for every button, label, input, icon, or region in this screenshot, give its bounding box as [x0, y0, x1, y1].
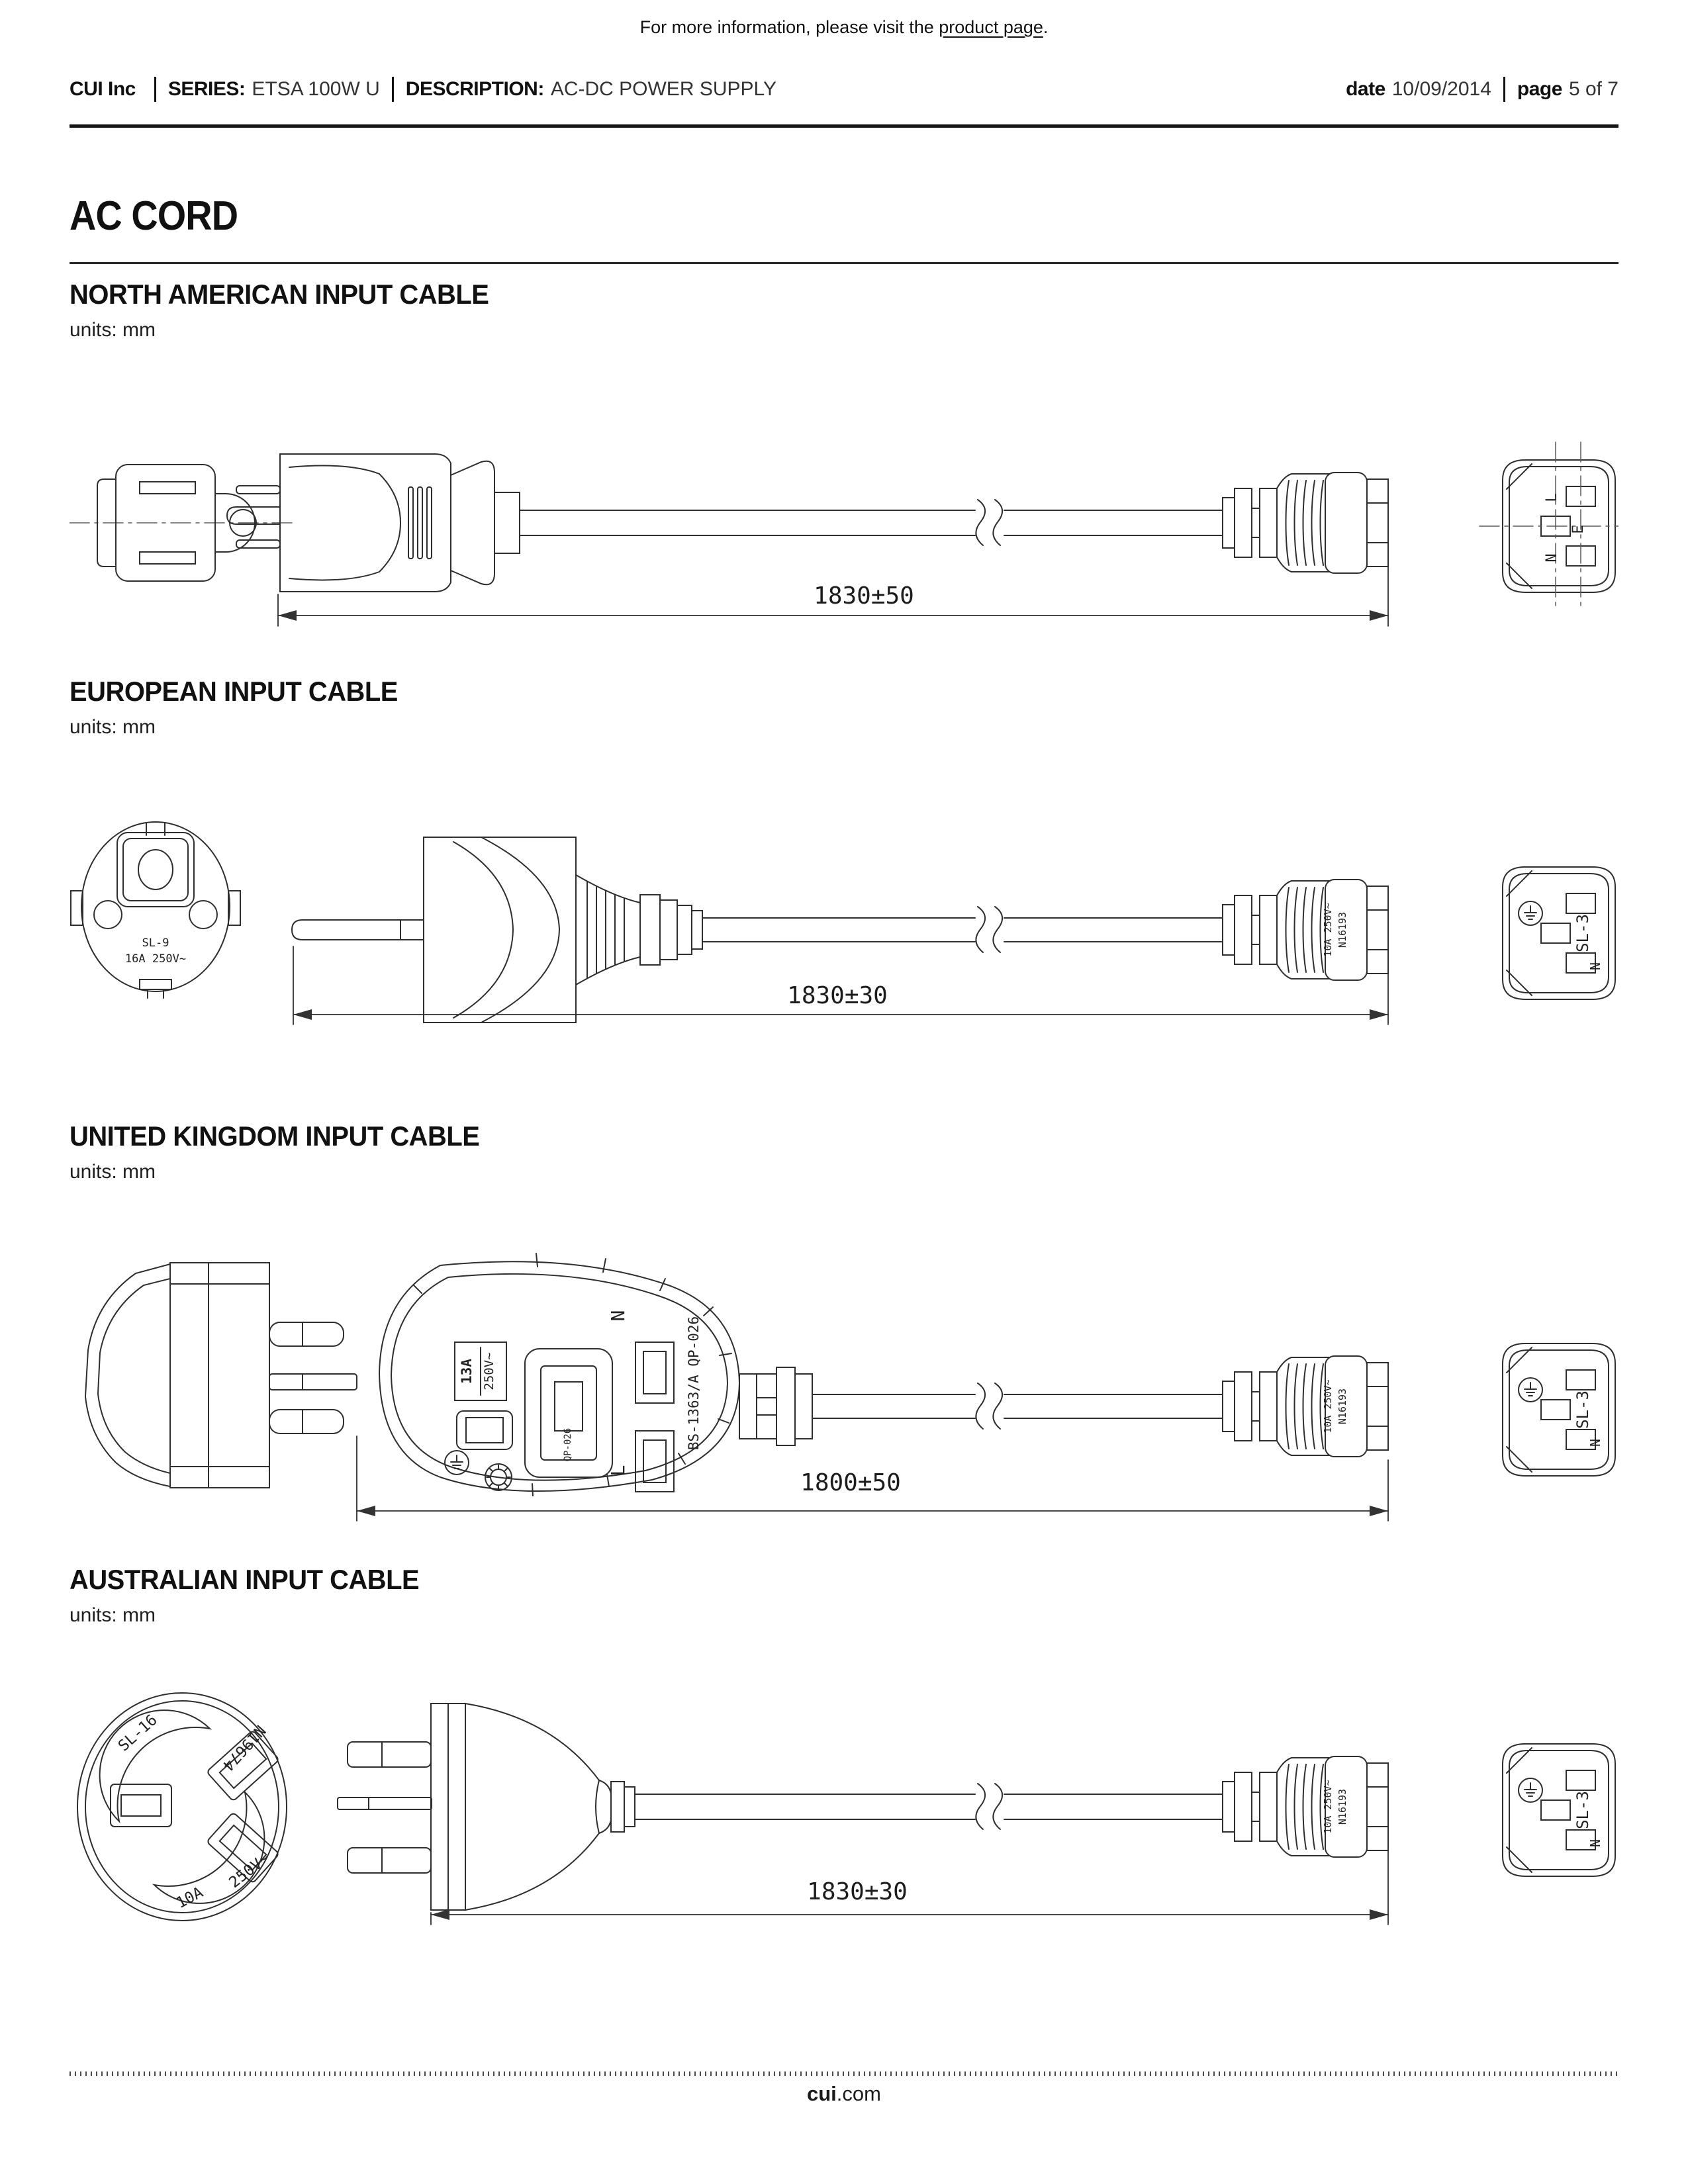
dimension-value: 1830±50 [814, 582, 914, 610]
footer-site-bold: cui [807, 2082, 837, 2105]
info-prefix: For more information, please visit the [639, 17, 939, 37]
connector-rating-marking: 10A 250V~ [1322, 1379, 1334, 1433]
c13-connector-face [1479, 442, 1618, 610]
plug-fuse-model: QP-026 [563, 1428, 573, 1462]
brand: CUI Inc [70, 78, 136, 100]
connector-rating-marking: 10A 250V~ [1322, 1780, 1334, 1834]
cable [635, 1784, 1223, 1829]
as3112-plug-side-view [338, 1704, 635, 1910]
c13-connector-side [1223, 880, 1388, 980]
plug-rating-marking: 16A 250V~ [124, 952, 187, 966]
masthead-right [1346, 77, 1618, 102]
c13-connector-side [1223, 1356, 1388, 1457]
divider-bar [392, 77, 394, 102]
page-number: 5 of 7 [1568, 78, 1618, 100]
cable [702, 907, 1223, 952]
connector-approval-marking: N16193 [1336, 1388, 1348, 1425]
dimension [293, 946, 1388, 1024]
product-page-link[interactable]: product page [939, 17, 1043, 37]
page-label: page [1517, 78, 1562, 100]
masthead [70, 77, 1618, 102]
nema-plug-end-view [70, 465, 295, 581]
section-heading-north-american: NORTH AMERICAN INPUT CABLE [70, 279, 489, 310]
info-suffix: . [1043, 17, 1049, 37]
plug-voltage: 250V~ [482, 1352, 496, 1390]
diagram-united-kingdom-cable [70, 1244, 1618, 1522]
c13-connector-face [1503, 867, 1615, 999]
connector-face-model: SL-3 [1573, 914, 1592, 952]
header-rule [70, 124, 1618, 128]
diagram-australian-cable [70, 1681, 1618, 1933]
c13-connector-face [1503, 1744, 1615, 1876]
info-line [0, 17, 1688, 38]
c13-connector-side [1223, 1756, 1388, 1857]
divider-bar [154, 77, 156, 102]
connector-face-model: SL-3 [1573, 1390, 1592, 1429]
schuko-plug-end-view [71, 822, 240, 998]
plug-line-label: L [607, 1465, 629, 1477]
plug-standard-marking: BS-1363/A QP-026 [686, 1316, 702, 1451]
section-heading-australian: AUSTRALIAN INPUT CABLE [70, 1564, 420, 1595]
plug-model-marking: SL-16 [115, 1711, 161, 1755]
section-units-united-kingdom: units: mm [70, 1161, 156, 1183]
plug-approval-marking: N19674 [218, 1721, 269, 1774]
connector-face-model: SL-3 [1573, 1791, 1592, 1829]
connector-approval-marking: N16193 [1336, 911, 1348, 948]
section-heading-european: EUROPEAN INPUT CABLE [70, 676, 398, 707]
footer-site [0, 2082, 1688, 2106]
connector-face-neutral: N [1587, 1438, 1603, 1447]
diagram-european-cable [70, 814, 1618, 1032]
connector-face-neutral: N [1587, 1839, 1603, 1848]
connector-rating-marking: 10A 250V~ [1322, 903, 1334, 957]
plug-voltage-marking: 250V~ [226, 1849, 273, 1892]
as3112-plug-end-view [77, 1693, 287, 1921]
c13-connector-face [1503, 1343, 1615, 1476]
description-label: DESCRIPTION: [405, 78, 544, 100]
plug-model-marking: SL-9 [142, 936, 169, 950]
series-label: SERIES: [167, 78, 246, 100]
label-line: L [1544, 493, 1560, 502]
nema-plug-side-view [227, 454, 520, 592]
divider-bar [1503, 77, 1505, 102]
dimension-value: 1830±30 [787, 982, 888, 1009]
diagram-north-american-cable [70, 424, 1618, 635]
series-value: ETSA 100W U [252, 78, 380, 100]
section-units-australian: units: mm [70, 1604, 156, 1626]
footer-site-rest: .com [836, 2082, 881, 2105]
label-neutral: N [1544, 553, 1560, 563]
dimension [278, 567, 1388, 626]
date-value: 10/09/2014 [1391, 78, 1491, 100]
section-units-european: units: mm [70, 716, 156, 738]
masthead-left [70, 77, 776, 102]
description-value: AC-DC POWER SUPPLY [550, 78, 776, 100]
section-units-north-american: units: mm [70, 319, 156, 341]
date-label: date [1346, 78, 1385, 100]
bs1363-plug-side-view [85, 1263, 357, 1488]
c13-connector-side [1223, 473, 1388, 573]
plug-fuse-rating: 13A [459, 1359, 475, 1384]
bs1363-plug-face-view [379, 1253, 812, 1496]
schuko-plug-side-view [292, 837, 702, 1023]
label-earth: E [1570, 525, 1587, 534]
section-heading-united-kingdom: UNITED KINGDOM INPUT CABLE [70, 1120, 480, 1152]
cable [520, 500, 1223, 545]
dimension-value: 1800±50 [800, 1469, 901, 1496]
footer-dotted-rule [70, 2071, 1618, 2076]
dimension-value: 1830±30 [807, 1878, 908, 1905]
title-rule [70, 262, 1618, 264]
cable [812, 1383, 1223, 1429]
plug-current-marking: 10A [173, 1884, 207, 1913]
page-title: AC CORD [70, 193, 238, 239]
plug-neutral-label: N [607, 1310, 629, 1322]
dimension [431, 1841, 1388, 1925]
connector-face-neutral: N [1587, 962, 1603, 971]
connector-approval-marking: N16193 [1336, 1788, 1348, 1825]
